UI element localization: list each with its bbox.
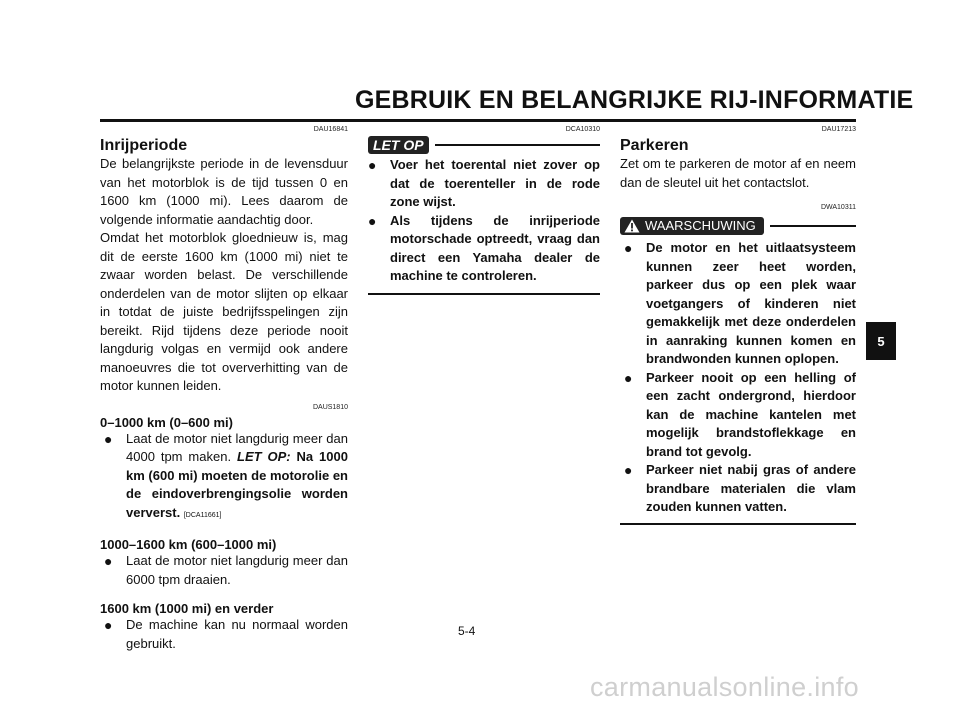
warning-code: DWA10311 bbox=[820, 204, 856, 211]
letop-inline-label: LET OP: bbox=[237, 449, 291, 464]
bullet-icon: ● bbox=[368, 157, 377, 173]
section-heading: Parkeren bbox=[620, 137, 689, 154]
bullet-icon: ● bbox=[104, 553, 113, 569]
paragraph: Zet om te parkeren de motor af en neem dan de sleutel uit het contactslot. bbox=[620, 156, 856, 190]
section-heading: Inrijperiode bbox=[100, 137, 188, 154]
letop-badge: LET OP bbox=[368, 136, 429, 154]
list-item bbox=[620, 369, 856, 462]
list-item bbox=[368, 212, 600, 286]
bullet-icon: ● bbox=[624, 240, 633, 256]
column-inrijperiode bbox=[100, 126, 348, 653]
list-item bbox=[368, 156, 600, 212]
letop-inline-text: Na 1000 km (600 mi) moeten de motorolie en de eindoverbrengingsolie worden ververst. bbox=[126, 449, 348, 520]
bullet-text: Laat de motor niet langdurig meer dan 6000 tpm draaien. bbox=[126, 553, 348, 587]
bullet-text: De machine kan nu normaal worden gebruikt. bbox=[126, 617, 348, 651]
column-parkeren bbox=[620, 126, 856, 525]
watermark: carmanualsonline.info bbox=[590, 672, 859, 702]
section-code: DAU16841 bbox=[313, 126, 348, 133]
notice-code: DCA10310 bbox=[565, 126, 600, 133]
paragraph: Omdat het motorblok gloednieuw is, mag dit de eerste 1600 km (1000 mi) niet te zwaar worden belast. De verschillende onderdelen van de motor slijten op elkaar in totdat de juiste bedrijfsspelingen zijn bereikt. Rijd tijdens deze periode nooit langdurig volgas en vermijd ook andere manoeuvres die tot oververhitting van de motor kunnen leiden. bbox=[100, 230, 348, 393]
bullet-text: Voer het toerental niet zover op dat de toerenteller in de rode zone wijst. bbox=[390, 157, 600, 209]
list-item bbox=[620, 461, 856, 517]
warning-bottom-rule bbox=[620, 523, 856, 525]
subsection-heading: 1600 km (1000 mi) en verder bbox=[100, 601, 274, 616]
bullet-icon: ● bbox=[624, 369, 633, 386]
bullet-icon: ● bbox=[624, 462, 633, 478]
list-item bbox=[100, 430, 348, 526]
reference-code: [DCA11661] bbox=[183, 511, 222, 519]
bullet-text: Als tijdens de inrijperiode motorschade optreedt, vraag dan direct een Yamaha dealer de machine te controleren. bbox=[390, 212, 600, 283]
list-item bbox=[100, 616, 348, 653]
section-code: DAUS1810 bbox=[312, 403, 348, 411]
bullet-text: Laat de motor niet langdurig meer dan 4000 tpm maken. bbox=[126, 430, 348, 464]
warning-top-rule bbox=[770, 225, 856, 227]
bullet-text: De motor en het uitlaatsysteem kunnen zeer heet worden, parkeer dus op een plek waar voetgangers of kinderen niet gemakkelijk met deze onderdelen in aanraking kunnen komen en brandwonden kunnen oplopen. bbox=[646, 240, 856, 366]
warning-header bbox=[620, 217, 856, 235]
column-letop-notice bbox=[368, 126, 600, 295]
header-rule bbox=[100, 119, 856, 122]
notice-top-rule bbox=[435, 144, 600, 146]
bullet-icon: ● bbox=[368, 212, 377, 229]
bullet-icon: ● bbox=[104, 617, 113, 633]
warning-triangle-icon bbox=[624, 219, 640, 233]
notice-header bbox=[368, 136, 600, 154]
list-item bbox=[100, 552, 348, 589]
warning-badge bbox=[620, 217, 764, 235]
page-number: 5-4 bbox=[458, 624, 476, 638]
list-item bbox=[620, 239, 856, 369]
paragraph: De belangrijkste periode in de levensduur van het motorblok is de tijd tussen 0 en 1600 km (1000 mi). Lees daarom de volgende informatie aandachtig door. bbox=[100, 156, 348, 227]
bullet-icon: ● bbox=[104, 430, 113, 447]
bullet-text: Parkeer nooit op een helling of een zacht ondergrond, hierdoor kan de machine kantelen met mogelijk brandstoflekkage en brand tot gevolg. bbox=[646, 369, 856, 459]
bullet-text: Parkeer niet nabij gras of andere brandbare materialen die vlam zouden kunnen vatten. bbox=[646, 462, 856, 514]
section-code: DAU17213 bbox=[821, 126, 856, 133]
subsection-heading: 0–1000 km (0–600 mi) bbox=[100, 414, 233, 430]
subsection-heading: 1000–1600 km (600–1000 mi) bbox=[100, 537, 277, 552]
notice-bottom-rule bbox=[368, 293, 600, 295]
warning-label: WAARSCHUWING bbox=[645, 218, 756, 233]
page-header-title: GEBRUIK EN BELANGRIJKE RIJ-INFORMATIE bbox=[355, 86, 914, 114]
chapter-tab: 5 bbox=[866, 322, 896, 360]
